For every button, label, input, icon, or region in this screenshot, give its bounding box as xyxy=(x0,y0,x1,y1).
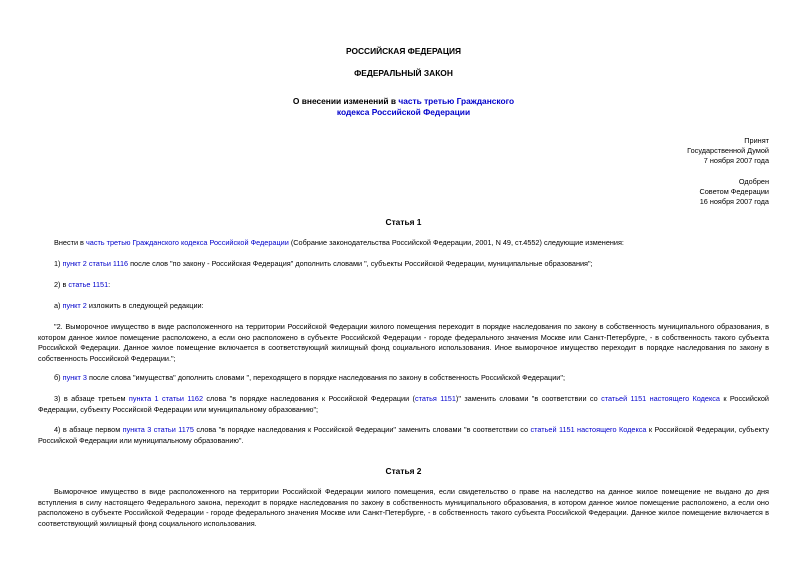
subitem-a-text: изложить в следующей редакции: xyxy=(86,301,204,310)
item-1-number: 1) xyxy=(54,259,63,268)
law-type-heading: ФЕДЕРАЛЬНЫЙ ЗАКОН xyxy=(354,68,453,78)
item-2-suffix: : xyxy=(108,280,111,289)
intro-prefix: Внести в xyxy=(54,238,86,247)
approved-block xyxy=(569,177,769,207)
item-2-link[interactable]: статье 1151 xyxy=(68,280,109,289)
approved-label: Одобрен xyxy=(738,177,769,186)
item-1-link[interactable]: пункт 2 статьи 1116 xyxy=(62,259,129,268)
subitem-b-prefix: б) xyxy=(54,373,63,382)
item-3-prefix: 3) в абзаце третьем xyxy=(54,394,129,403)
adopted-block xyxy=(569,136,769,166)
subitem-a xyxy=(38,301,769,312)
approved-body: Советом Федерации xyxy=(699,187,769,196)
item-1-text: после слов "по закону - Российская Федерация" дополнить словами ", субъекты Российской Федерации, муниципальные образования"; xyxy=(128,259,593,268)
intro-link[interactable]: часть третью Гражданского кодекса Российской Федерации xyxy=(85,238,289,247)
subitem-a-link[interactable]: пункт 2 xyxy=(62,301,87,310)
item-3-suffix: к Российской Федерации, субъекту Российской Федерации или муниципальному образованию"; xyxy=(38,394,769,414)
adopted-label: Принят xyxy=(744,136,769,145)
article1-heading: Статья 1 xyxy=(385,217,422,227)
item-3-mid-1: слова "в порядке наследования к Российской Федерации ( xyxy=(203,394,415,403)
item-3-link-2[interactable]: статья 1151 xyxy=(414,394,456,403)
item-4-suffix: к Российской Федерации, субъекту Российской Федерации или муниципальному образованию". xyxy=(38,425,769,445)
adopted-body: Государственной Думой xyxy=(687,146,769,155)
item-3-link-1[interactable]: пункта 1 статьи 1162 xyxy=(128,394,204,403)
subitem-b-text: после слова "имущества" дополнить словами ", переходящего в порядке наследования по закону в собственность Российской Федерации"; xyxy=(86,373,565,382)
item-4-prefix: 4) в абзаце первом xyxy=(54,425,123,434)
law-title-prefix: О внесении изменений в xyxy=(292,96,399,106)
item-4-link-1[interactable]: пункта 3 статьи 1175 xyxy=(122,425,194,434)
subitem-b xyxy=(38,373,769,384)
item-3-mid-2: )" заменить словами "в соответствии со xyxy=(455,394,602,403)
article2-text: Выморочное имущество в виде расположенного на территории Российской Федерации жилого помещения, если свидетельство о праве на наследство на данное жилое помещение не выдано до дня вступления в силу настоящего Федерального закона, переходит в порядке наследования по закону в собственность муниципального образования, в котором данное жилое помещение расположено, а если оно расположено в субъекте Российской Федерации - городе федерального значения Москве или Санкт-Петербурге, - в собственность такого субъекта Российской Федерации. Данное жилое помещение включается в соответствующий жилищный фонд социального использования. xyxy=(38,487,769,528)
item-2 xyxy=(38,280,769,291)
law-title-link[interactable]: часть третью Гражданского xyxy=(398,96,515,106)
item-3-link-3[interactable]: статьей 1151 настоящего Кодекса xyxy=(601,394,720,403)
law-title-link-line2[interactable]: кодекса Российской Федерации xyxy=(336,107,471,117)
approved-date: 16 ноября 2007 года xyxy=(699,197,769,206)
law-title xyxy=(0,96,807,118)
quoted-paragraph: "2. Выморочное имущество в виде расположенного на территории Российской Федерации жилого помещения переходит в порядке наследования по закону в собственность муниципального образования, в котором данное жилое помещение расположено, а если оно расположено в субъекте Российской Федерации - городе федерального значения Москве или Санкт-Петербурге, - в собственность такого субъекта Российской Федерации. Данное жилое помещение включается в соответствующий жилищный фонд социального использования. Иное выморочное имущество переходит в порядке наследования по закону в собственность Российской Федерации."; xyxy=(38,322,769,363)
subitem-b-link[interactable]: пункт 3 xyxy=(62,373,87,382)
item-4-mid: слова "в порядке наследования к Российской Федерации" заменить словами "в соответствии со xyxy=(193,425,531,434)
article2-heading: Статья 2 xyxy=(385,466,422,476)
item-4 xyxy=(38,425,769,446)
subitem-a-prefix: а) xyxy=(54,301,63,310)
item-3 xyxy=(38,394,769,415)
intro-suffix: (Собрание законодательства Российской Федерации, 2001, N 49, ст.4552) следующие изменения: xyxy=(288,238,624,247)
item-1 xyxy=(38,259,769,270)
article1-intro xyxy=(38,238,769,249)
country-heading: РОССИЙСКАЯ ФЕДЕРАЦИЯ xyxy=(345,46,462,56)
item-2-prefix: 2) в xyxy=(54,280,69,289)
item-4-link-2[interactable]: статьей 1151 настоящего Кодекса xyxy=(530,425,647,434)
adopted-date: 7 ноября 2007 года xyxy=(703,156,769,165)
